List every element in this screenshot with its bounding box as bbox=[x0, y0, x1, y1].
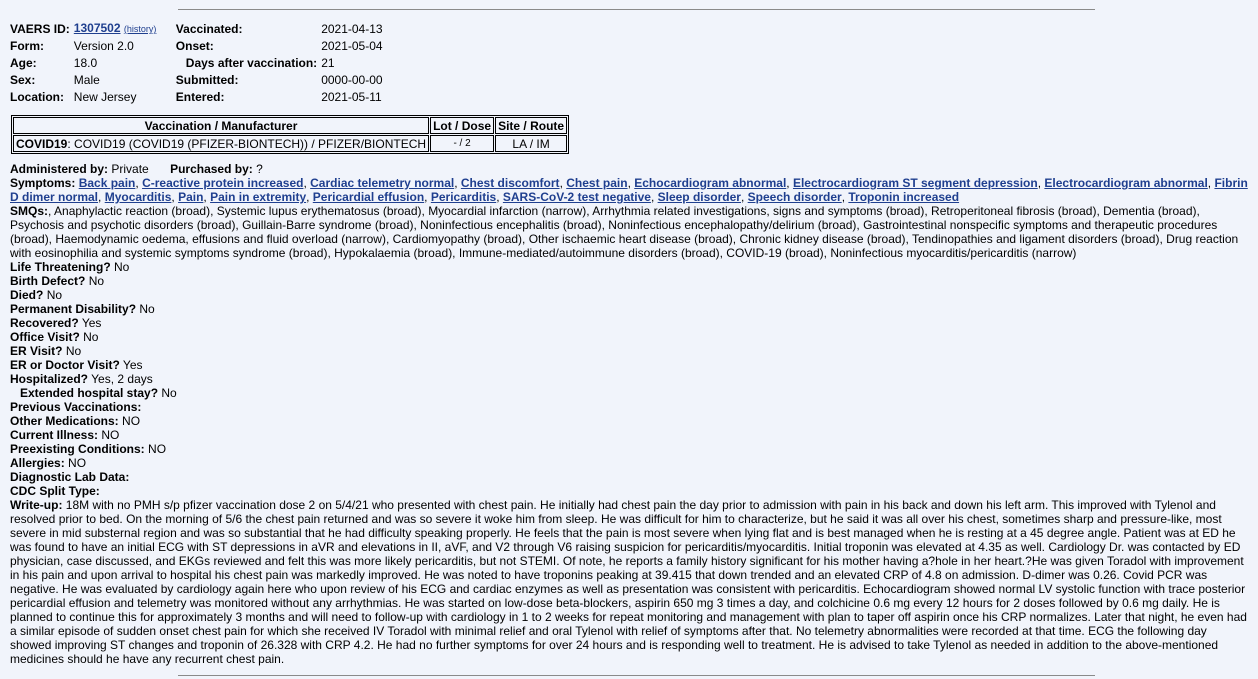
field-label: Current Illness: bbox=[10, 428, 99, 442]
age-value: 18.0 bbox=[73, 55, 98, 70]
writeup-text: 18M with no PMH s/p pfizer vaccination dose 2 on 5/4/21 who presented with chest pain. He initially had chest pain the day prior to admission with pain in his back and down his left arm. This improved with Tylenol and resolved prior to bed. On the morning of 5/6 the chest pain returned and was so severe it woke him from sleep. He was difficult for him to characterize, but he said it was all over his chest, sometimes sharp and pressure-like, most severe in mid substernal region and was so substantial that he had difficulty speaking properly. He feels that the pain is most severe when lying flat and is best managed when he is resting at a 45 degree angle. Patient was at ED he was found to have an initial ECG with ST depressions in aVR and elevations in II, aVF, and V2 through V6 raising suspicion for pericarditis/myocarditis. Initial troponin was elevated at 4.35 as well. Cardiology Dr. was contacted by ED physician, case discussed, and EKGs reviewed and felt this was more likely pericarditis, but not STEMI. Of note, he reports a family history significant for his mother having a?hole in her heart.?He was given Toradol with improvement in his pain and upon arrival to hospital his chest pain was markedly improved. He was noted to have troponins peaking at 39.415 that down trended and an elevated CRP of 4.8 on admission. D-dimer was 0.26. Covid PCR was negative. He was evaluated by cardiology again here who upon review of his ECG and cardiac enzymes as well as presentation was consistent with pericarditis. Echocardiogram showed normal LV systolic function with trace posterior pericardial effusion and telemetry was monitored without any arrhythmias. He was started on low-dose beta-blockers, aspirin 650 mg 3 times a day, and colchicine 0.6 mg every 12 hours for 2 doses followed by 0.6 mg daily. He is planned to continue this for approximately 3 months and will need to follow-up with cardiology in 1 to 2 weeks for repeat monitoring and management with plan to taper off aspirin once his CRP normalizes. Later that night, he even had a similar episode of sudden onset chest pain for which she received IV Toradol with minimal relief and oral Tylenol with relief of symptoms after that. No telemetry abnormalities were recorded at that time. ECG the following day showed improving ST changes and troponin of 26.328 with CRP 4.2. He had no further symptoms for over 24 hours and is responding well to treatment. He is advised to take Tylenol as needed in addition to the above-mentioned medicines should he have any recurrent chest pain. bbox=[10, 498, 1247, 666]
symptom-link[interactable]: Electrocardiogram abnormal bbox=[1044, 176, 1208, 190]
symptom-link[interactable]: Sleep disorder bbox=[657, 190, 741, 204]
entered-value: 2021-05-11 bbox=[321, 89, 382, 104]
vaccination-header: Vaccination / Manufacturer bbox=[13, 117, 429, 134]
field-value: No bbox=[65, 344, 82, 358]
field-row bbox=[10, 428, 1250, 442]
field-row bbox=[10, 288, 1250, 302]
report-body bbox=[10, 162, 1250, 666]
field-value: NO bbox=[148, 442, 167, 456]
smqs-row bbox=[10, 204, 1250, 260]
field-label: Permanent Disability? bbox=[10, 302, 137, 316]
field-label: Recovered? bbox=[10, 316, 79, 330]
symptom-link[interactable]: Myocarditis bbox=[104, 190, 172, 204]
symptom-link[interactable]: Chest pain bbox=[566, 176, 628, 190]
symptoms-label: Symptoms: bbox=[10, 176, 76, 190]
field-value: No bbox=[83, 330, 99, 344]
field-label: Allergies: bbox=[10, 456, 65, 470]
symptom-link[interactable]: Pain in extremity bbox=[210, 190, 307, 204]
field-value: No bbox=[139, 302, 155, 316]
vaccine-type: COVID19 bbox=[16, 136, 68, 151]
vaccine-cell bbox=[13, 135, 429, 152]
field-label: Extended hospital stay? bbox=[20, 386, 159, 400]
history-link[interactable]: (history) bbox=[123, 24, 157, 34]
field-row bbox=[10, 442, 1250, 456]
symptom-link[interactable]: Troponin increased bbox=[848, 190, 960, 204]
field-label: Hospitalized? bbox=[10, 372, 89, 386]
vaers-id-link[interactable]: 1307502 bbox=[73, 21, 121, 35]
symptom-link[interactable]: Electrocardiogram ST segment depression bbox=[792, 176, 1038, 190]
days-after-label: Days after vaccination: bbox=[185, 55, 318, 70]
symptoms-row bbox=[10, 176, 1250, 204]
field-label: Diagnostic Lab Data: bbox=[10, 470, 130, 484]
top-divider bbox=[178, 9, 1095, 10]
field-label: Preexisting Conditions: bbox=[10, 442, 145, 456]
onset-value: 2021-05-04 bbox=[321, 38, 383, 53]
form-value: Version 2.0 bbox=[73, 38, 134, 53]
vaccinated-value: 2021-04-13 bbox=[321, 21, 383, 36]
bottom-divider bbox=[178, 675, 1095, 676]
submitted-label: Submitted: bbox=[175, 72, 239, 87]
location-value: New Jersey bbox=[73, 89, 137, 104]
field-value: NO bbox=[122, 414, 141, 428]
site-route-header: Site / Route bbox=[495, 117, 567, 134]
symptom-link[interactable]: Pain bbox=[178, 190, 204, 204]
writeup-row bbox=[10, 498, 1250, 666]
smqs-text: , Anaphylactic reaction (broad), Systemic lupus erythematosus (broad), Myocardial infarction (narrow), Arrhythmia related investigations, signs and symptoms (broad), Retroperitoneal fibrosis (broad), Dementia (broad), Psychosis and psychotic disorders (broad), Guillain-Barre syndrome (broad), Noninfectious encephalitis (broad), Noninfectious encephalopathy/delirium (broad), Gastrointestinal nonspecific symptoms and therapeutic procedures (broad), Haemodynamic oedema, effusions and fluid overload (narrow), Cardiomyopathy (broad), Other ischaemic heart disease (broad), Chronic kidney disease (broad), Tendinopathies and ligament disorders (broad), Drug reaction with eosinophilia and systemic symptoms syndrome (broad), Hypokalaemia (broad), Immune-mediated/autoimmune disorders (broad), COVID-19 (broad), Noninfectious myocarditis/pericarditis (narrow) bbox=[10, 204, 1239, 260]
symptom-link[interactable]: Echocardiogram abnormal bbox=[634, 176, 787, 190]
field-row bbox=[10, 302, 1250, 316]
smqs-label: SMQs: bbox=[10, 204, 49, 218]
field-row bbox=[10, 386, 1250, 400]
symptom-link[interactable]: Pericarditis bbox=[430, 190, 497, 204]
symptom-link[interactable]: Speech disorder bbox=[747, 190, 842, 204]
field-value: No bbox=[46, 288, 63, 302]
symptom-link[interactable]: Chest discomfort bbox=[460, 176, 560, 190]
lot-dose-header: Lot / Dose bbox=[430, 117, 494, 134]
field-value: No bbox=[114, 260, 130, 274]
purchased-label: Purchased by: bbox=[170, 162, 253, 176]
site-route-cell: LA / IM bbox=[495, 135, 567, 152]
field-label: Died? bbox=[10, 288, 44, 302]
sex-label: Sex: bbox=[10, 72, 36, 87]
field-label: ER or Doctor Visit? bbox=[10, 358, 120, 372]
sex-value: Male bbox=[73, 72, 100, 87]
field-label: CDC Split Type: bbox=[10, 484, 100, 498]
lot-dose-cell: - / 2 bbox=[430, 135, 494, 152]
field-value: No bbox=[161, 386, 177, 400]
field-row bbox=[10, 274, 1250, 288]
days-after-value: 21 bbox=[321, 55, 335, 70]
entered-label: Entered: bbox=[175, 89, 225, 104]
field-row bbox=[10, 344, 1250, 358]
field-row bbox=[10, 456, 1250, 470]
field-label: Previous Vaccinations: bbox=[10, 400, 142, 414]
field-row bbox=[10, 316, 1250, 330]
field-row bbox=[10, 484, 1250, 498]
field-value: Yes bbox=[122, 358, 143, 372]
field-value: No bbox=[88, 274, 105, 288]
field-label: ER Visit? bbox=[10, 344, 63, 358]
field-row bbox=[10, 372, 1250, 386]
field-label: Life Threatening? bbox=[10, 260, 111, 274]
symptom-list: Back pain, C-reactive protein increased, Cardiac telemetry normal, Chest discomfort, Chest pain, Echocardiogram abnormal, Electrocardiogram ST segment depression, Electrocardiogram abnormal, Fibrin D dimer normal, Myocarditis, Pain, Pain in extremity, Pericardial effusion, Pericarditis, SARS-CoV-2 test negative, Sleep disorder, Speech disorder, Troponin increased bbox=[10, 176, 1248, 204]
field-row bbox=[10, 358, 1250, 372]
field-row bbox=[10, 414, 1250, 428]
field-value: Yes, 2 days bbox=[91, 372, 153, 386]
vaers-id-label: VAERS ID: bbox=[10, 21, 70, 36]
form-label: Form: bbox=[10, 38, 44, 53]
administered-row bbox=[10, 162, 1250, 176]
symptom-link[interactable]: Cardiac telemetry normal bbox=[310, 176, 455, 190]
report-header bbox=[10, 20, 387, 105]
field-label: Office Visit? bbox=[10, 330, 80, 344]
fields-list bbox=[10, 260, 1250, 498]
field-label: Other Medications: bbox=[10, 414, 119, 428]
submitted-value: 0000-00-00 bbox=[321, 72, 383, 87]
vaccination-table bbox=[11, 115, 569, 154]
purchased-value: ? bbox=[256, 162, 263, 176]
field-row bbox=[10, 400, 1250, 414]
age-label: Age: bbox=[10, 55, 37, 70]
writeup-label: Write-up: bbox=[10, 498, 63, 512]
field-value: NO bbox=[68, 456, 87, 470]
location-label: Location: bbox=[10, 89, 64, 104]
symptom-link[interactable]: Back pain bbox=[78, 176, 136, 190]
field-value: Yes bbox=[81, 316, 102, 330]
field-row bbox=[10, 330, 1250, 344]
vaccine-manufacturer: : COVID19 (COVID19 (PFIZER-BIONTECH)) / PFIZER/BIONTECH bbox=[67, 136, 427, 151]
field-label: Birth Defect? bbox=[10, 274, 86, 288]
field-value: NO bbox=[101, 428, 120, 442]
field-row bbox=[10, 470, 1250, 484]
vaccinated-label: Vaccinated: bbox=[175, 21, 243, 36]
administered-label: Administered by: bbox=[10, 162, 109, 176]
symptom-link[interactable]: Fibrin D dimer normal bbox=[10, 176, 1248, 204]
onset-label: Onset: bbox=[175, 38, 214, 53]
symptom-link[interactable]: C-reactive protein increased bbox=[142, 176, 304, 190]
symptom-link[interactable]: Pericardial effusion bbox=[312, 190, 425, 204]
symptom-link[interactable]: SARS-CoV-2 test negative bbox=[502, 190, 651, 204]
field-row bbox=[10, 260, 1250, 274]
administered-value: Private bbox=[111, 162, 149, 176]
